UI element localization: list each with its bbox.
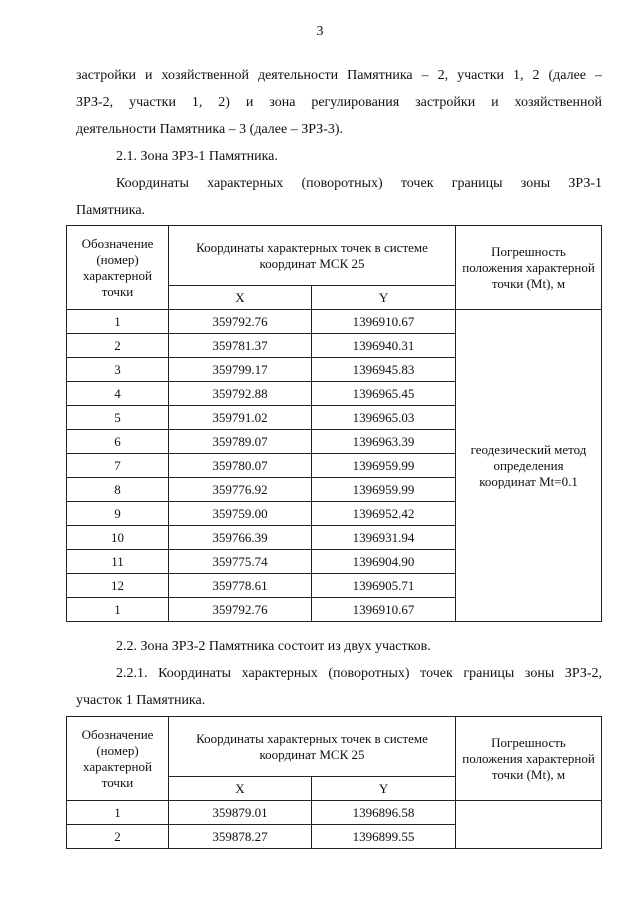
coord-y: 1396904.90: [312, 550, 456, 574]
coord-y: 1396959.99: [312, 478, 456, 502]
point-number: 3: [67, 358, 169, 382]
coord-y: 1396940.31: [312, 334, 456, 358]
header-accuracy: Погрешность положения характерной точки (Mt), м: [456, 226, 602, 310]
header-y: Y: [312, 286, 456, 310]
coord-x: 359780.07: [169, 454, 312, 478]
coord-y: 1396910.67: [312, 310, 456, 334]
coord-x: 359879.01: [169, 801, 312, 825]
header-coordinates: Координаты характерных точек в системе координат МСК 25: [169, 226, 456, 286]
table-row: [67, 310, 602, 334]
caption-line: Памятника.: [76, 203, 146, 218]
coord-x: 359792.76: [169, 598, 312, 622]
page-number: 3: [316, 24, 324, 39]
coord-y: 1396905.71: [312, 574, 456, 598]
section-2-2-heading: 2.2. Зона ЗРЗ-2 Памятника состоит из двух участков.: [116, 639, 431, 654]
point-number: 4: [67, 382, 169, 406]
intro-line: застройки и хозяйственной деятельности Памятника – 2, участки 1, 2 (далее –: [76, 68, 602, 83]
coordinates-table-zrz2-part1: [66, 716, 602, 849]
coord-x: 359792.76: [169, 310, 312, 334]
point-number: 2: [67, 334, 169, 358]
coord-y: 1396896.58: [312, 801, 456, 825]
coord-y: 1396931.94: [312, 526, 456, 550]
point-number: 1: [67, 598, 169, 622]
header-designation: Обозначение (номер) характерной точки: [67, 226, 169, 310]
header-x: X: [169, 777, 312, 801]
coord-x: 359775.74: [169, 550, 312, 574]
section-2-2-1-paragraph: [76, 660, 602, 714]
section-2-1-heading: 2.1. Зона ЗРЗ-1 Памятника.: [116, 149, 278, 164]
point-number: 1: [67, 801, 169, 825]
sub-line: 2.2.1. Координаты характерных (поворотных) точек границы зоны ЗРЗ-2,: [116, 666, 602, 681]
header-x: X: [169, 286, 312, 310]
accuracy-note: [456, 801, 602, 849]
point-number: 5: [67, 406, 169, 430]
coord-y: 1396965.45: [312, 382, 456, 406]
point-number: 10: [67, 526, 169, 550]
header-coordinates: Координаты характерных точек в системе координат МСК 25: [169, 717, 456, 777]
coord-y: 1396910.67: [312, 598, 456, 622]
point-number: 7: [67, 454, 169, 478]
coord-x: 359789.07: [169, 430, 312, 454]
coord-x: 359766.39: [169, 526, 312, 550]
coord-y: 1396965.03: [312, 406, 456, 430]
point-number: 1: [67, 310, 169, 334]
coord-x: 359878.27: [169, 825, 312, 849]
point-number: 8: [67, 478, 169, 502]
coord-x: 359799.17: [169, 358, 312, 382]
coord-x: 359776.92: [169, 478, 312, 502]
caption-line: Координаты характерных (поворотных) точек границы зоны ЗРЗ-1: [116, 176, 602, 191]
coord-y: 1396945.83: [312, 358, 456, 382]
coord-y: 1396963.39: [312, 430, 456, 454]
coord-y: 1396959.99: [312, 454, 456, 478]
point-number: 9: [67, 502, 169, 526]
intro-line: ЗРЗ-2, участки 1, 2) и зона регулирования застройки и хозяйственной: [76, 95, 602, 110]
section-2-1-caption: [76, 170, 602, 224]
point-number: 11: [67, 550, 169, 574]
coord-x: 359781.37: [169, 334, 312, 358]
table-row: [67, 801, 602, 825]
coord-x: 359778.61: [169, 574, 312, 598]
intro-paragraph: [76, 62, 602, 143]
coord-x: 359792.88: [169, 382, 312, 406]
header-designation: Обозначение (номер) характерной точки: [67, 717, 169, 801]
coord-x: 359791.02: [169, 406, 312, 430]
intro-line: деятельности Памятника – 3 (далее – ЗРЗ-3).: [76, 122, 344, 137]
point-number: 6: [67, 430, 169, 454]
point-number: 12: [67, 574, 169, 598]
sub-line: участок 1 Памятника.: [76, 693, 206, 708]
accuracy-note: геодезический метод определения координат Mt=0.1: [456, 310, 602, 622]
coord-x: 359759.00: [169, 502, 312, 526]
point-number: 2: [67, 825, 169, 849]
coordinates-table-zrz1: [66, 225, 602, 622]
header-accuracy: Погрешность положения характерной точки (Mt), м: [456, 717, 602, 801]
header-y: Y: [312, 777, 456, 801]
coord-y: 1396899.55: [312, 825, 456, 849]
coord-y: 1396952.42: [312, 502, 456, 526]
